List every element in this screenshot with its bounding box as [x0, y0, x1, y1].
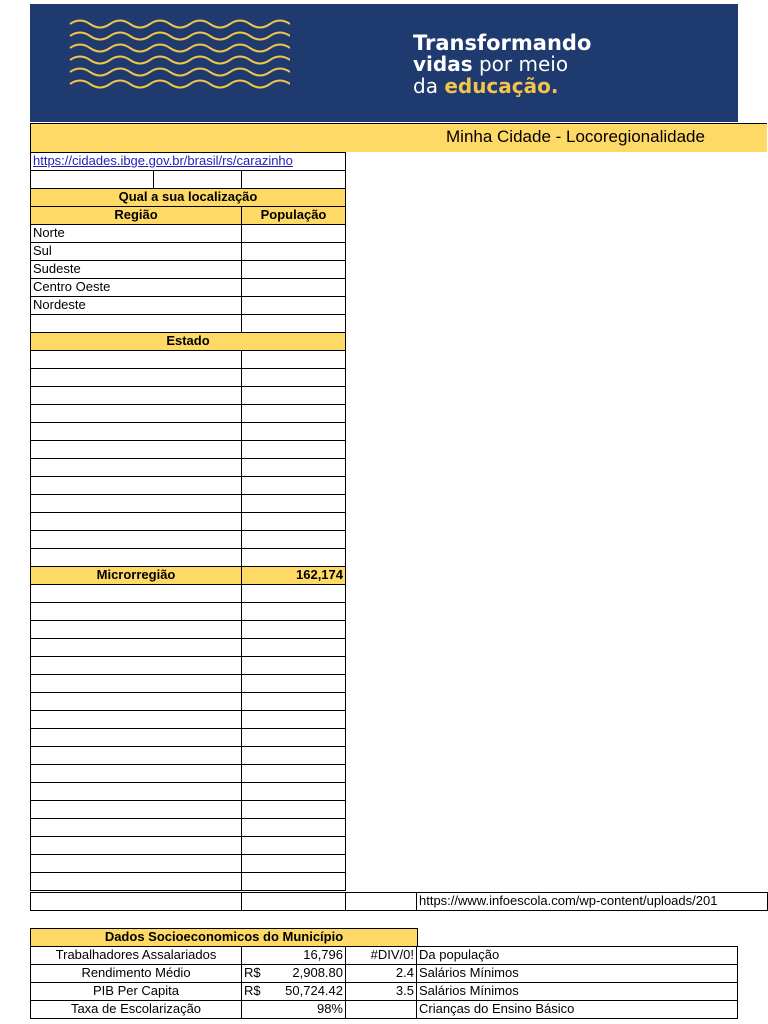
- empty-cell[interactable]: [30, 638, 242, 657]
- socio-currency[interactable]: R$: [241, 982, 271, 1001]
- empty-cell[interactable]: [241, 476, 346, 495]
- empty-cell[interactable]: [30, 602, 242, 621]
- empty-cell[interactable]: [30, 764, 242, 783]
- socio-label[interactable]: Taxa de Escolarização: [30, 1000, 242, 1019]
- socio-currency[interactable]: [241, 946, 271, 965]
- infoescola-link[interactable]: https://www.infoescola.com/wp-content/uploads/201: [416, 892, 768, 911]
- empty-cell[interactable]: [241, 692, 346, 711]
- empty-cell[interactable]: [241, 674, 346, 693]
- empty-cell[interactable]: [241, 872, 346, 891]
- empty-cell[interactable]: [241, 368, 346, 387]
- region-cell[interactable]: Norte: [30, 224, 242, 243]
- empty-cell[interactable]: [30, 512, 242, 531]
- empty-cell[interactable]: [30, 818, 242, 837]
- socio-ratio[interactable]: #DIV/0!: [345, 946, 417, 965]
- region-cell[interactable]: Nordeste: [30, 296, 242, 315]
- empty-cell[interactable]: [241, 656, 346, 675]
- population-cell[interactable]: [241, 296, 346, 315]
- empty-cell[interactable]: [30, 872, 242, 891]
- title-bar: [30, 123, 767, 152]
- empty-cell[interactable]: [241, 530, 346, 549]
- empty-cell[interactable]: [30, 548, 242, 567]
- socio-value[interactable]: 16,796: [270, 946, 346, 965]
- socio-ratio[interactable]: 3.5: [345, 982, 417, 1001]
- empty-cell[interactable]: [241, 818, 346, 837]
- empty-cell[interactable]: [153, 170, 242, 189]
- estado-heading: Estado: [30, 332, 346, 351]
- empty-cell[interactable]: [241, 638, 346, 657]
- col-populacao-header: População: [241, 206, 346, 225]
- empty-cell[interactable]: [30, 458, 242, 477]
- empty-cell[interactable]: [30, 584, 242, 603]
- ibge-link[interactable]: https://cidades.ibge.gov.br/brasil/rs/carazinho: [30, 152, 346, 171]
- empty-cell[interactable]: [241, 620, 346, 639]
- empty-cell[interactable]: [241, 584, 346, 603]
- microrregiao-label: Microrregião: [30, 566, 242, 585]
- population-cell[interactable]: [241, 260, 346, 279]
- empty-cell[interactable]: [30, 746, 242, 765]
- empty-cell[interactable]: [30, 782, 242, 801]
- empty-cell[interactable]: [30, 314, 242, 333]
- empty-cell[interactable]: [241, 314, 346, 333]
- header-banner: [30, 4, 738, 122]
- population-cell[interactable]: [241, 224, 346, 243]
- empty-cell[interactable]: [241, 404, 346, 423]
- socio-value[interactable]: 2,908.80: [270, 964, 346, 983]
- empty-cell[interactable]: [241, 422, 346, 441]
- banner-line-3: da educação.: [413, 74, 559, 98]
- empty-cell[interactable]: [30, 892, 242, 911]
- socio-note[interactable]: Da população: [416, 946, 738, 965]
- wave-pattern-icon: [30, 4, 290, 122]
- microrregiao-value[interactable]: 162,174: [241, 566, 346, 585]
- empty-cell[interactable]: [241, 764, 346, 783]
- empty-cell[interactable]: [30, 368, 242, 387]
- socio-note[interactable]: Salários Mínimos: [416, 982, 738, 1001]
- empty-cell[interactable]: [241, 854, 346, 873]
- empty-cell[interactable]: [30, 854, 242, 873]
- empty-cell[interactable]: [241, 440, 346, 459]
- socio-ratio[interactable]: 2.4: [345, 964, 417, 983]
- empty-cell[interactable]: [241, 728, 346, 747]
- empty-cell[interactable]: [30, 692, 242, 711]
- socio-note[interactable]: Crianças do Ensino Básico: [416, 1000, 738, 1019]
- empty-cell[interactable]: [241, 782, 346, 801]
- empty-cell[interactable]: [30, 800, 242, 819]
- empty-cell[interactable]: [241, 548, 346, 567]
- empty-cell[interactable]: [345, 892, 417, 911]
- population-cell[interactable]: [241, 242, 346, 261]
- banner-line-2: vidas por meio: [413, 52, 569, 76]
- empty-cell[interactable]: [241, 350, 346, 369]
- empty-cell[interactable]: [241, 892, 346, 911]
- empty-cell[interactable]: [30, 386, 242, 405]
- region-cell[interactable]: Centro Oeste: [30, 278, 242, 297]
- col-regiao-header: Região: [30, 206, 242, 225]
- empty-cell[interactable]: [241, 170, 346, 189]
- socio-ratio[interactable]: [345, 1000, 417, 1019]
- empty-cell[interactable]: [30, 836, 242, 855]
- socio-label[interactable]: PIB Per Capita: [30, 982, 242, 1001]
- socio-value[interactable]: 98%: [270, 1000, 346, 1019]
- empty-cell[interactable]: [241, 494, 346, 513]
- empty-cell[interactable]: [241, 710, 346, 729]
- empty-cell[interactable]: [30, 728, 242, 747]
- empty-cell[interactable]: [30, 404, 242, 423]
- empty-cell[interactable]: [241, 602, 346, 621]
- empty-cell[interactable]: [241, 746, 346, 765]
- socio-label[interactable]: Trabalhadores Assalariados: [30, 946, 242, 965]
- region-cell[interactable]: Sul: [30, 242, 242, 261]
- banner-line-1: Transformando: [413, 31, 592, 55]
- empty-cell[interactable]: [241, 836, 346, 855]
- region-cell[interactable]: Sudeste: [30, 260, 242, 279]
- socio-value[interactable]: 50,724.42: [270, 982, 346, 1001]
- socio-currency[interactable]: [241, 1000, 271, 1019]
- empty-cell[interactable]: [241, 512, 346, 531]
- empty-cell[interactable]: [30, 530, 242, 549]
- socio-heading: Dados Socioeconomicos do Município: [30, 928, 418, 947]
- empty-cell[interactable]: [30, 710, 242, 729]
- empty-cell[interactable]: [30, 170, 154, 189]
- page-title: Minha Cidade - Locoregionalidade: [446, 127, 705, 146]
- empty-cell[interactable]: [30, 620, 242, 639]
- empty-cell[interactable]: [30, 440, 242, 459]
- empty-cell[interactable]: [241, 458, 346, 477]
- empty-cell[interactable]: [30, 350, 242, 369]
- empty-cell[interactable]: [30, 422, 242, 441]
- empty-cell[interactable]: [241, 386, 346, 405]
- empty-cell[interactable]: [30, 494, 242, 513]
- socio-note[interactable]: Salários Mínimos: [416, 964, 738, 983]
- population-cell[interactable]: [241, 278, 346, 297]
- empty-cell[interactable]: [30, 476, 242, 495]
- empty-cell[interactable]: [30, 656, 242, 675]
- localizacao-heading: Qual a sua localização: [30, 188, 346, 207]
- empty-cell[interactable]: [241, 800, 346, 819]
- socio-label[interactable]: Rendimento Médio: [30, 964, 242, 983]
- socio-currency[interactable]: R$: [241, 964, 271, 983]
- empty-cell[interactable]: [30, 674, 242, 693]
